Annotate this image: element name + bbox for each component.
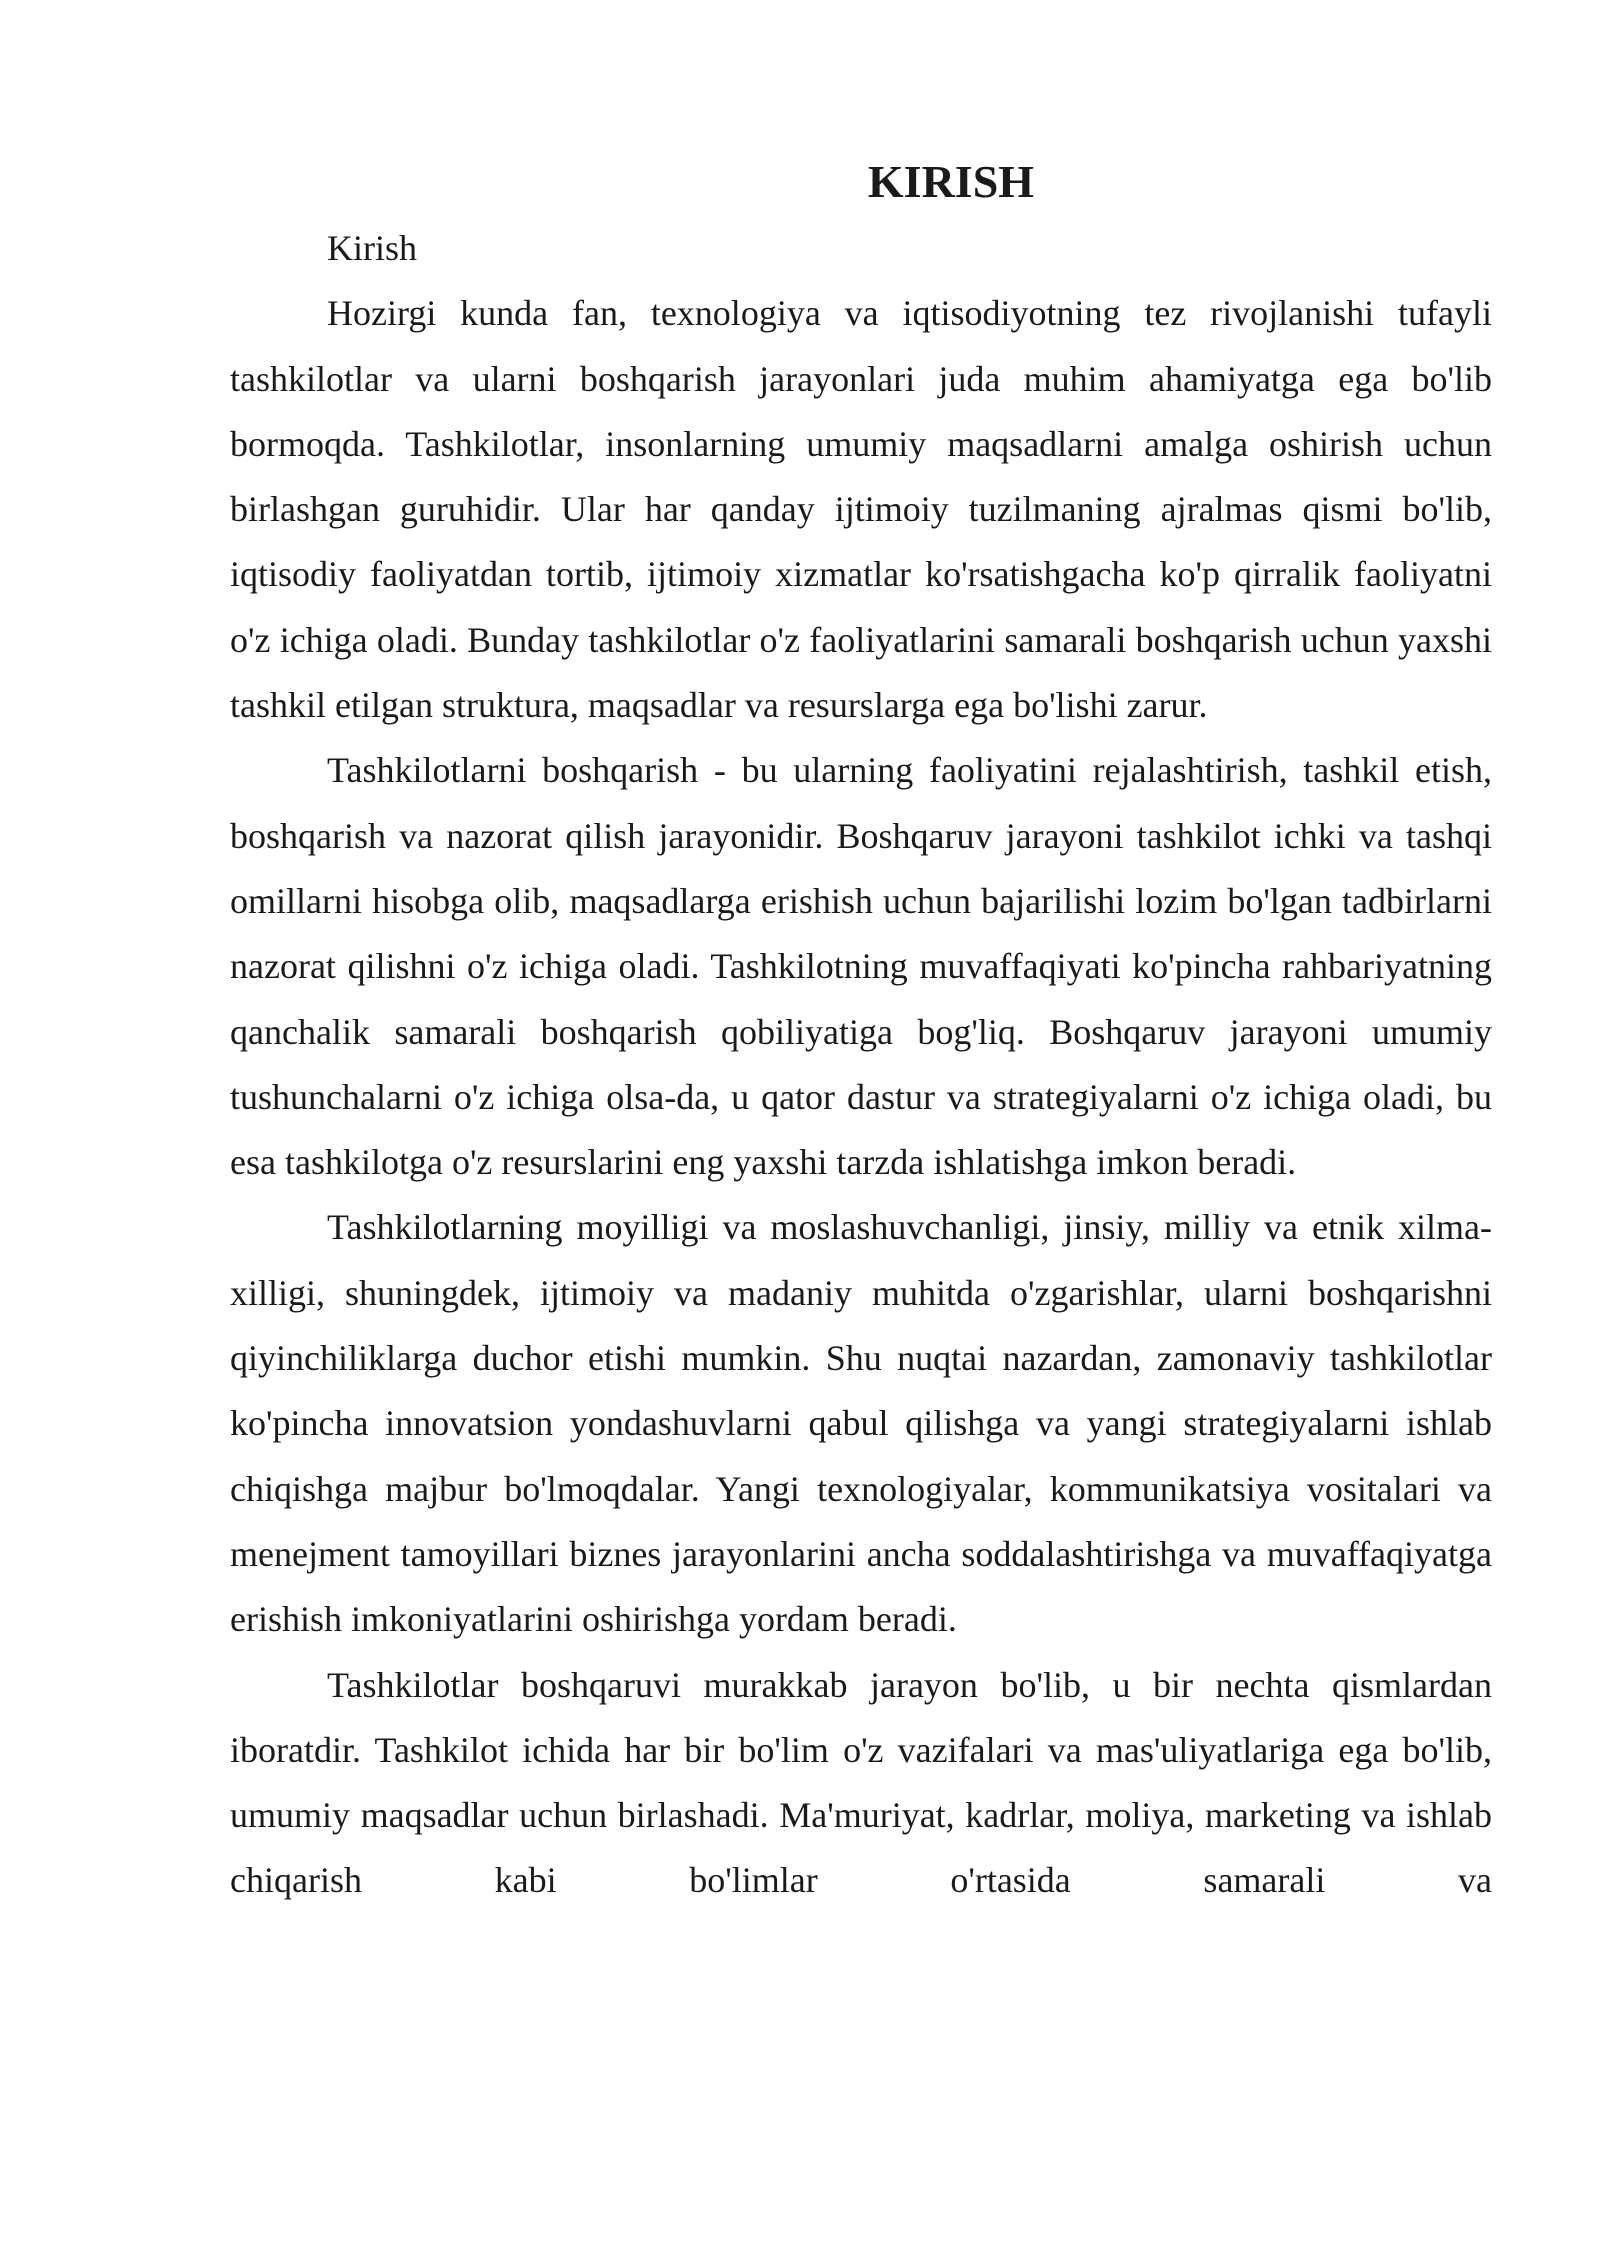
paragraph-4: Tashkilotlar boshqaruvi murakkab jarayon bo'lib, u bir nechta qismlardan iboratdir. Tashkilot ichida har bir bo'lim o'z vazifalari va mas'uliyatlariga ega bo'lib, umumiy maqsadlar uchun birlashadi. Ma'muriyat, kadrlar, moliya, marketing va ishlab chiqarish kabi bo'limlar o'rtasida samarali va xyxy=(230,1664,1492,1901)
page-title: KIRISH xyxy=(867,156,1035,207)
paragraph-3: Tashkilotlarning moyilligi va moslashuvchanligi, jinsiy, milliy va etnik xilma-xilligi, shuningdek, ijtimoiy va madaniy muhitda o'zgarishlar, ularni boshqarishni qiyinchiliklarga duchor etishi mumkin. Shu nuqtai nazardan, zamonaviy tashkilotlar ko'pincha innovatsion yondashuvlarni qabul qilishga va yangi strategiyalarni ishlab chiqishga majbur bo'lmoqdalar. Yangi texnologiyalar, kommunikatsiya vositalari va menejment tamoyillari biznes jarayonlarini ancha soddalashtirishga va muvaffaqiyatga erishish imkoniyatlarini oshirishga yordam beradi. xyxy=(230,1207,1492,1640)
paragraph-2: Tashkilotlarni boshqarish - bu ularning faoliyatini rejalashtirish, tashkil etish, boshqarish va nazorat qilish jarayonidir. Boshqaruv jarayoni tashkilot ichki va tashqi omillarni hisobga olib, maqsadlarga erishish uchun bajarilishi lozim bo'lgan tadbirlarni nazorat qilishni o'z ichiga oladi. Tashkilotning muvaffaqiyati ko'pincha rahbariyatning qanchalik samarali boshqarish qobiliyatiga bog'liq. Boshqaruv jarayoni umumiy tushunchalarni o'z ichiga olsa-da, u qator dastur va strategiyalarni o'z ichiga oladi, bu esa tashkilotga o'z resurslarini eng yaxshi tarzda ishlatishga imkon beradi. xyxy=(230,750,1492,1183)
section-label: Kirish xyxy=(327,228,417,268)
paragraph-1: Hozirgi kunda fan, texnologiya va iqtisodiyotning tez rivojlanishi tufayli tashkilotlar va ularni boshqarish jarayonlari juda muhim ahamiyatga ega bo'lib bormoqda. Tashkilotlar, insonlarning umumiy maqsadlarni amalga oshirish uchun birlashgan guruhidir. Ular har qanday ijtimoiy tuzilmaning ajralmas qismi bo'lib, iqtisodiy faoliyatdan tortib, ijtimoiy xizmatlar ko'rsatishgacha ko'p qirralik faoliyatni o'z ichiga oladi. Bunday tashkilotlar o'z faoliyatlarini samarali boshqarish uchun yaxshi tashkil etilgan struktura, maqsadlar va resurslarga ega bo'lishi zarur. xyxy=(230,293,1492,726)
document-body xyxy=(230,150,1492,1914)
